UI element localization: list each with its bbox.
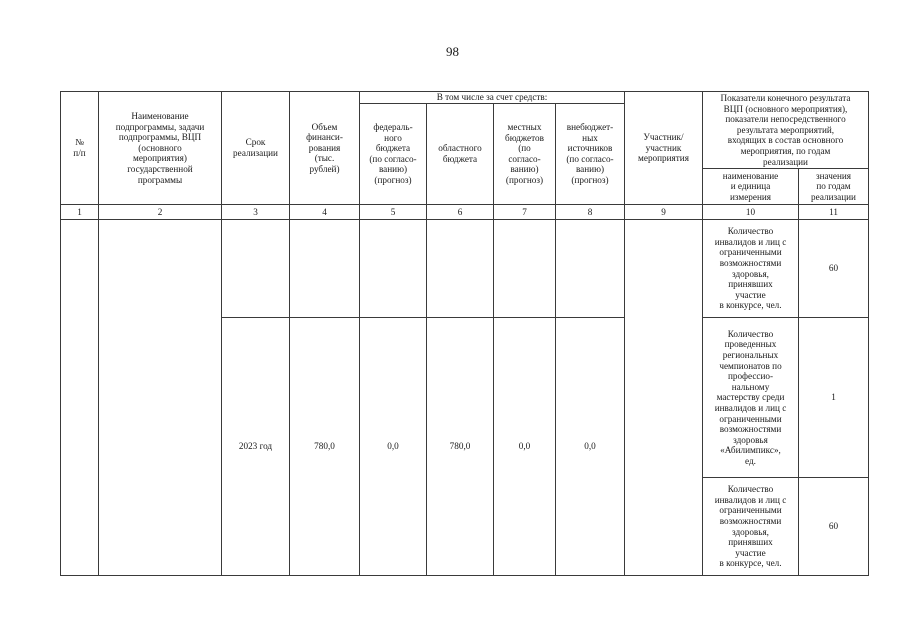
header-indicators: Показатели конечного результата ВЦП (основного мероприятия), показатели непосредственного результата мероприятий, входящих в состав основного мероприятия, по годам реализации [703,92,869,169]
period-cell: 2023 год [222,318,290,576]
extrabudgetary-cell: 0,0 [556,318,625,576]
column-number: 7 [494,205,556,220]
regional-cell: 780,0 [427,318,494,576]
row-name-cell [99,220,222,576]
header-funding-sources: В том числе за счет средств: [360,92,625,104]
column-number: 5 [360,205,427,220]
header-name: Наименование подпрограммы, задачи подпрограммы, ВЦП (основного мероприятия) государственной программы [99,92,222,205]
empty-cell [222,220,290,318]
indicator-name: Количество инвалидов и лиц с ограниченными возможностями здоровья, принявших участие в конкурсе, чел. [703,220,799,318]
column-number: 3 [222,205,290,220]
header-indicator-name: наименование и единица измерения [703,169,799,205]
column-number: 2 [99,205,222,220]
column-number: 10 [703,205,799,220]
column-numbers-row [61,205,869,220]
indicator-value: 1 [799,318,869,478]
header-row [61,92,869,104]
participant-cell [625,220,703,576]
header-federal: федераль- ного бюджета (по согласо- ванию) (прогноз) [360,103,427,205]
column-number: 9 [625,205,703,220]
header-number: № п/п [61,92,99,205]
empty-cell [556,220,625,318]
empty-cell [427,220,494,318]
column-number: 1 [61,205,99,220]
indicator-value: 60 [799,220,869,318]
local-cell: 0,0 [494,318,556,576]
page-number: 98 [446,44,459,59]
column-number: 11 [799,205,869,220]
indicator-value: 60 [799,478,869,576]
header-local: местных бюджетов (по согласо- ванию) (прогноз) [494,103,556,205]
header-total-funding: Объем финанси- рования (тыс. рублей) [290,92,360,205]
table-row [61,220,869,318]
column-number: 8 [556,205,625,220]
column-number: 4 [290,205,360,220]
indicator-name: Количество проведенных региональных чемпионатов по профессио- нальному мастерству среди инвалидов и лиц с ограниченными возможностями здоровья «Абилимпикс», ед. [703,318,799,478]
indicator-name: Количество инвалидов и лиц с ограниченными возможностями здоровья, принявших участие в конкурсе, чел. [703,478,799,576]
header-indicator-value: значения по годам реализации [799,169,869,205]
federal-cell: 0,0 [360,318,427,576]
header-participant: Участник/ участник мероприятия [625,92,703,205]
header-period: Срок реализации [222,92,290,205]
total-funding-cell: 780,0 [290,318,360,576]
header-regional: областного бюджета [427,103,494,205]
program-table [60,91,869,576]
column-number: 6 [427,205,494,220]
header-extrabudgetary: внебюджет- ных источников (по согласо- ванию) (прогноз) [556,103,625,205]
empty-cell [360,220,427,318]
empty-cell [290,220,360,318]
empty-cell [494,220,556,318]
row-number-cell [61,220,99,576]
